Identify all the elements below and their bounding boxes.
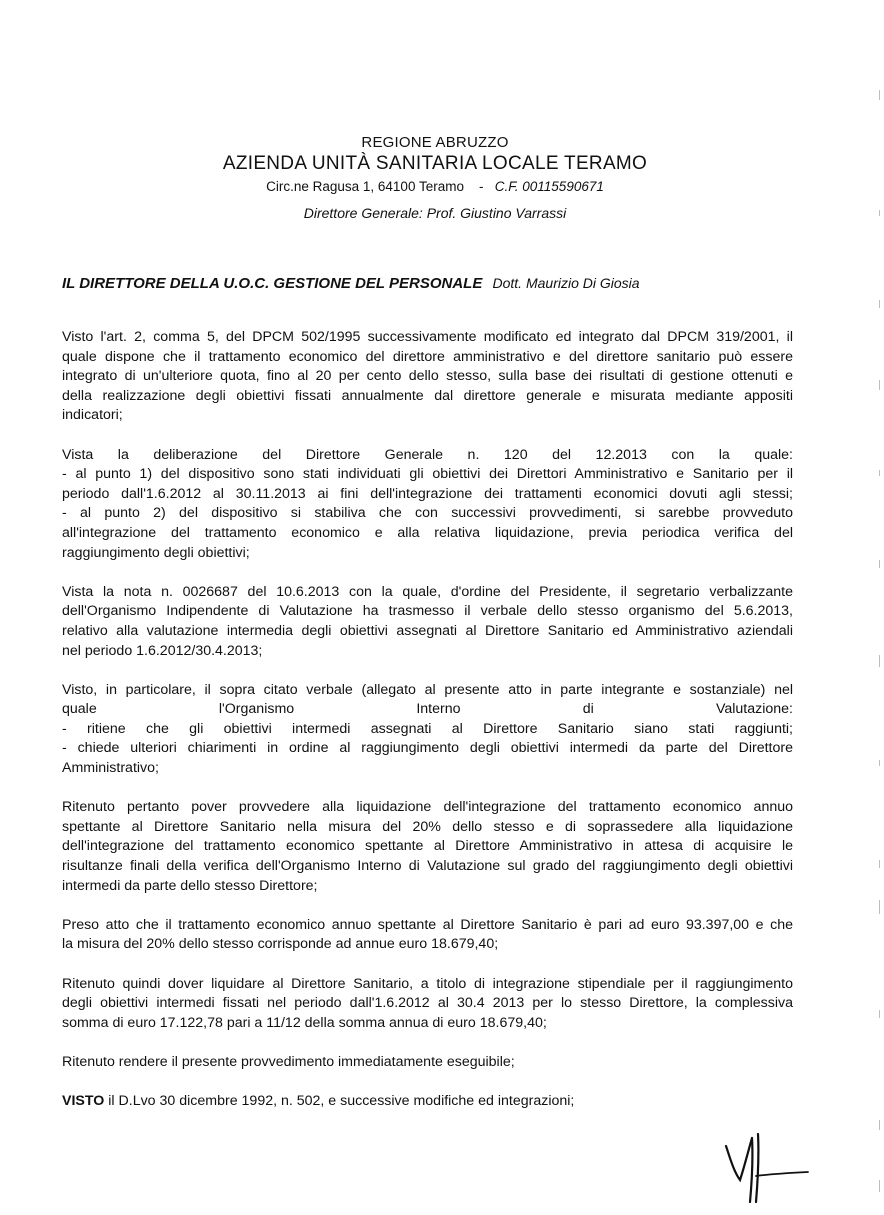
director-name: Dott. Maurizio Di Giosia <box>492 275 640 291</box>
paragraph-line: Vista la deliberazione del Direttore Generale n. 120 del 12.2013 con la quale: <box>62 446 793 463</box>
paragraph-line: Visto l'art. 2, comma 5, del DPCM 502/1995 successivamente modificato ed integrato dal DPCM 319/2001, il <box>62 329 793 345</box>
visto-final-paragraph <box>62 1092 793 1112</box>
paragraph <box>62 916 793 955</box>
handwritten-signature <box>722 1128 812 1208</box>
region-name: REGIONE ABRUZZO <box>361 134 509 151</box>
paragraph-line: la misura del 20% dello stesso corrisponde ad annue euro 18.679,40; <box>62 936 499 953</box>
visto-final-line <box>62 1092 793 1112</box>
paragraph <box>62 798 793 896</box>
paragraph-line: Ritenuto quindi dover liquidare al Direttore Sanitario, a titolo di integrazione stipendiale per il raggiungimento <box>62 975 793 992</box>
paragraph-line: quale l'Organismo Interno di Valutazione: <box>62 701 793 718</box>
paragraph-line: intermedi da parte dello stesso Direttore; <box>62 877 318 894</box>
paragraph-line: somma di euro 17.122,78 pari a 11/12 della somma annua di euro 18.679,40; <box>62 1014 547 1031</box>
paragraph <box>62 446 793 564</box>
paragraph-line: Preso atto che il trattamento economico annuo spettante al Direttore Sanitario è pari ad euro 93.397,00 e che <box>62 916 793 933</box>
paragraph-line: periodo dall'1.6.2012 al 30.11.2013 ai fini dell'integrazione dei trattamenti economici dovuti agli stessi; <box>62 485 793 502</box>
paragraph <box>62 975 793 1034</box>
director-general: Direttore Generale: Prof. Giustino Varrassi <box>303 205 567 221</box>
paragraph-line: spettante al Direttore Sanitario nella misura del 20% dello stesso e di soprassedere alla liquidazione <box>62 818 793 835</box>
paragraph-line: dell'integrazione del trattamento economico spettante al Direttore Amministrativo in attesa di acquisire le <box>62 838 793 855</box>
paragraph-line: integrato di un'ulteriore quota, fino al 20 per cento dello stesso, sulla base dei risultati di gestione ottenuti e <box>62 368 793 385</box>
paragraph-line: Ritenuto pertanto pover provvedere alla liquidazione dell'integrazione del trattamento economico annuo <box>62 799 793 816</box>
paragraph <box>62 681 793 779</box>
paragraph-line: - ritiene che gli obiettivi intermedi assegnati al Direttore Sanitario siano stati raggiunti; <box>62 720 793 737</box>
paragraphs <box>62 328 793 1073</box>
paragraph-line: - al punto 1) del dispositivo sono stati individuati gli obiettivi dei Direttori Amministrativo e Sanitario per il <box>62 466 793 483</box>
paragraph-line: quale dispone che il trattamento economico del direttore amministrativo e del direttore sanitario può essere <box>62 348 793 365</box>
director-role: IL DIRETTORE DELLA U.O.C. GESTIONE DEL PERSONALE <box>62 275 483 292</box>
paragraph-line: Visto, in particolare, il sopra citato verbale (allegato al presente atto in parte integrante e sostanziale) nel <box>62 681 793 698</box>
paragraph-line: risultanze finali della verifica dell'Organismo Interno di Valutazione sul grado del raggiungimento degli obiettivi <box>62 858 793 875</box>
paragraph-line: - chiede ulteriori chiarimenti in ordine al raggiungimento degli obiettivi intermedi da parte del Direttore <box>62 740 793 757</box>
paragraph-line: degli obiettivi intermedi fissati nel periodo dall'1.6.2012 al 30.4 2013 per lo stesso Direttore, la complessiva <box>62 995 793 1012</box>
paragraph-line: Amministrativo; <box>62 760 159 777</box>
paragraph-line: - al punto 2) del dispositivo si stabiliva che con successivi provvedimenti, si sarebbe provveduto <box>62 505 793 522</box>
paragraph-line: all'integrazione del trattamento economico e alla relativa liquidazione, previa periodica verifica del <box>62 524 793 541</box>
paragraph <box>62 1053 793 1073</box>
separator: - <box>479 179 484 194</box>
fiscal-code: C.F. 00115590671 <box>494 179 604 194</box>
letterhead <box>0 134 884 221</box>
address-line <box>0 179 884 194</box>
agency-name: AZIENDA UNITÀ SANITARIA LOCALE TERAMO <box>222 153 648 174</box>
paragraph-line: Vista la nota n. 0026687 del 10.6.2013 con la quale, d'ordine del Presidente, il segretario verbalizzante <box>62 583 793 600</box>
visto-keyword: VISTO <box>62 1093 105 1110</box>
visto-text: il D.Lvo 30 dicembre 1992, n. 502, e successive modifiche ed integrazioni; <box>104 1093 575 1110</box>
paragraph-line: della realizzazione degli obiettivi fissati annualmente dal direttore generale e misurata mediante appositi <box>62 387 793 404</box>
scan-edge-marks <box>872 0 884 1215</box>
paragraph <box>62 328 793 426</box>
paragraph-line: Ritenuto rendere il presente provvedimento immediatamente eseguibile; <box>62 1053 515 1070</box>
paragraph <box>62 583 793 661</box>
paragraph-line: nel periodo 1.6.2012/30.4.2013; <box>62 642 263 659</box>
paragraph-line: raggiungimento degli obiettivi; <box>62 544 250 561</box>
issuing-director <box>62 275 640 292</box>
paragraph-line: relativo alla valutazione intermedia degli obiettivi assegnati al Direttore Sanitario ed Amministrativo aziendali <box>62 622 793 639</box>
address: Circ.ne Ragusa 1, 64100 Teramo <box>266 179 464 194</box>
paragraph-line: dell'Organismo Indipendente di Valutazione ha trasmesso il verbale dello stesso organismo del 5.6.2013, <box>62 603 793 620</box>
paragraph-line: indicatori; <box>62 407 123 424</box>
document-body <box>62 328 793 1131</box>
